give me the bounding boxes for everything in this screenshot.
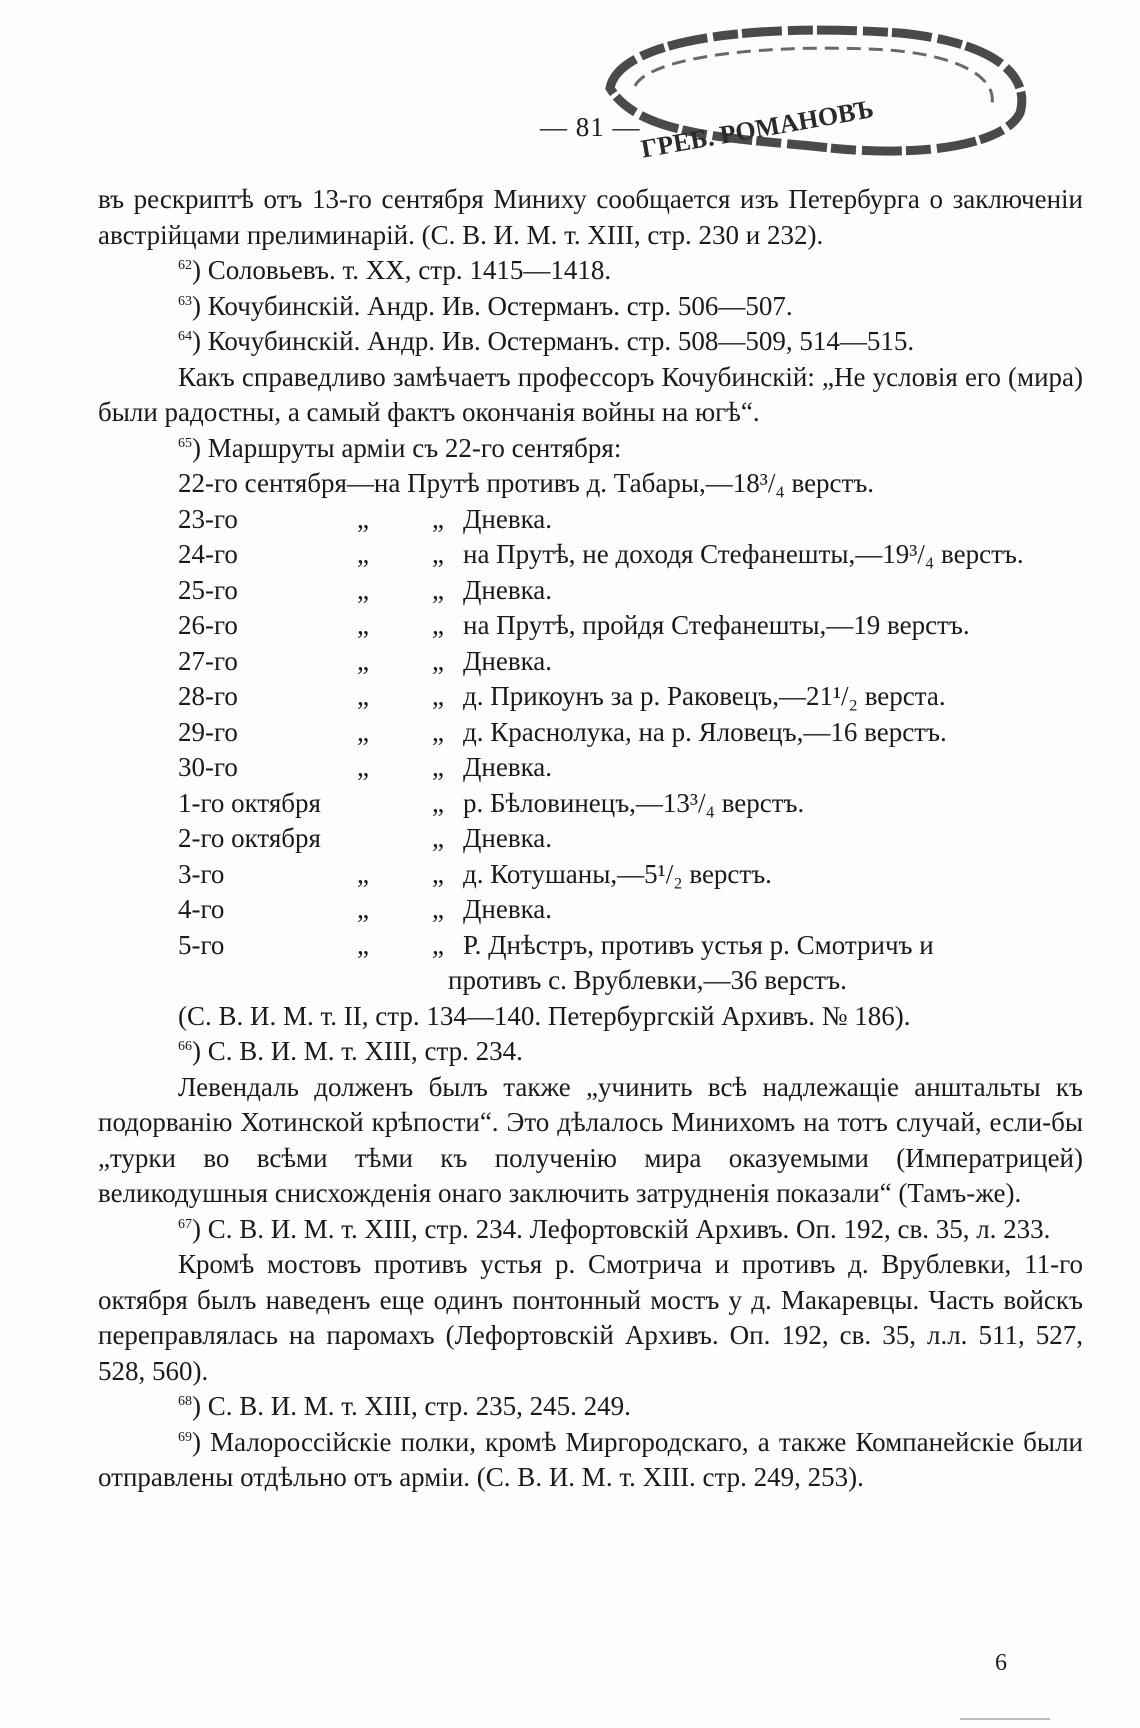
route-row: 2-го октября „ Дневка. [178,823,553,853]
footnote-69: $^{69}$) Малороссійскіе полки, кромѣ Миргородскаго, а также Компанейскіе были отправлены отдѣльно отъ арміи. (С. В. И. М. т. XIII. стр. 249, 253). [98,1426,1083,1492]
edge-mark [960,1718,1050,1720]
stamp-text: ГРЕБ. РОМАНОВЪ [638,94,876,164]
route-table [98,466,1083,999]
route-row: 28-го „ „ д. Прикоунъ за р. Раковецъ,—21¹/₂ верста. [178,681,946,711]
route-row: 4-го „ „ Дневка. [178,894,553,924]
footnote-62: $^{62}$) Соловьевъ. т. XX, стр. 1415—1418. [178,255,612,285]
footnote-61-continuation: въ рескриптѣ отъ 13-го сентября Миниху сообщается изъ Петербурга о заключеніи австрійцами прелиминарій. (С. В. И. М. т. XIII, стр. 230 и 232). [98,184,1083,250]
page-number: — 81 — [540,112,641,142]
bridges-paragraph: Кромѣ мостовъ противъ устья р. Смотрича и противъ д. Врублевки, 11-го октября былъ наведенъ еще одинъ понтонный мостъ у д. Макаревцы. Часть войскъ переправлялась на паромахъ (Лефортовскій Архивъ. Оп. 192, св. 35, л.л. 511, 527, 528, 560). [98,1249,1083,1386]
footnote-68: $^{68}$) С. В. И. М. т. XIII, стр. 235, 245. 249. [178,1391,631,1421]
route-row: 30-го „ „ Дневка. [178,752,553,782]
route-row: 26-го „ „ на Прутѣ, пройдя Стефанешты,—19 верстъ. [178,610,970,640]
route-row-continuation: противъ с. Врублевки,—36 верстъ. [448,965,847,995]
route-source: (С. В. И. М. т. II, стр. 134—140. Петербургскій Архивъ. № 186). [178,1000,911,1031]
page-body [98,182,1083,1496]
footnote-65: $^{65}$) Маршруты арміи съ 22-го сентября: [178,432,622,463]
route-row: 25-го „ „ Дневка. [178,574,553,605]
levendal-paragraph: Левендаль долженъ былъ также „учинить всѣ надлежащіе анштальты къ подорванію Хотинской крѣпости“. Это дѣлалось Минихомъ на тотъ случай, если-бы „турки во всѣми тѣми къ полученію мира оказуемыми (Императрицей) великодушныя снисхожденія онаго заключить затрудненія показали“ (Тамъ-же). [98,1071,1083,1208]
sheet-signature: 6 [995,1650,1007,1676]
route-row: 27-го „ „ Дневка. [178,645,553,676]
library-stamp [600,18,1030,168]
footnote-64: $^{64}$) Кочубинскій. Андр. Ив. Остерманъ. стр. 508—509, 514—515. [178,326,915,356]
route-row: 23-го „ „ Дневка. [178,503,553,534]
footnote-67: $^{67}$) С. В. И. М. т. XIII, стр. 234. Лефортовскій Архивъ. Оп. 192, св. 35, л. 233. [178,1213,1051,1244]
route-row: 3-го „ „ д. Котушаны,—5¹/₂ верстъ. [178,858,772,889]
route-row: 24-го „ „ на Прутѣ, не доходя Стефанешты,—19³/₄ верстъ. [178,539,1024,569]
route-row: 29-го „ „ д. Краснолука, на р. Яловецъ,—16 верстъ. [178,716,947,747]
route-row-first: 22-го сентября—на Прутѣ противъ д. Табары,—18³/₄ верстъ. [178,468,875,498]
kochubinsky-quote: Какъ справедливо замѣчаетъ профессоръ Кочубинскій: „Не условія его (мира) были радостны, а самый фактъ окончанія войны на югѣ“. [98,361,1083,427]
route-row: 5-го „ „ Р. Днѣстръ, противъ устья р. Смотричъ и [178,929,934,960]
route-row: 1-го октября „ р. Бѣловинецъ,—13³/₄ верстъ. [178,787,805,818]
footnote-66: $^{66}$) С. В. И. М. т. XIII, стр. 234. [178,1036,523,1066]
footnote-63: $^{63}$) Кочубинскій. Андр. Ив. Остерманъ. стр. 506—507. [178,290,793,321]
